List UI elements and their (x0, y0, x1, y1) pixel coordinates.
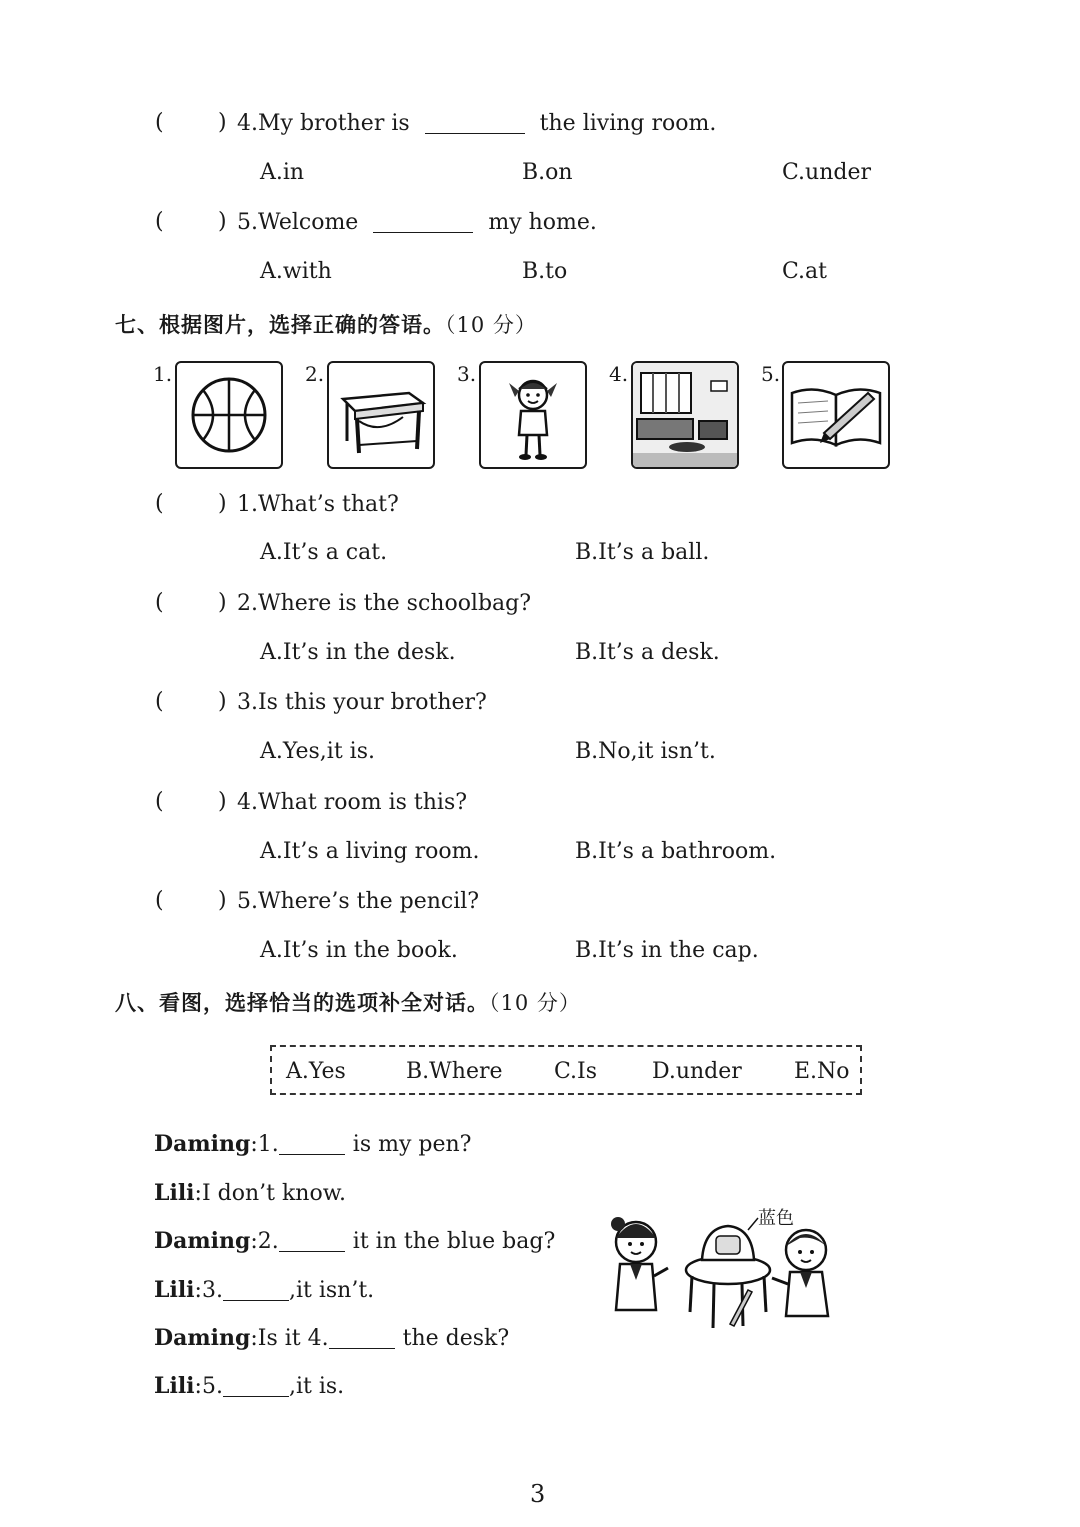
option-a: A.Yes,it is. (260, 739, 375, 764)
dialogue-post: ,it is. (288, 1374, 345, 1399)
dialogue-line-3 (154, 1228, 555, 1254)
question-number: 4. (237, 111, 258, 136)
living-room-icon (633, 363, 737, 467)
question-post: my home. (488, 210, 597, 235)
option-b: B.It’s a desk. (575, 640, 720, 665)
dialogue-pre: 1. (257, 1132, 279, 1157)
picture-number-1: 1. (153, 362, 173, 386)
dialogue-pre: I don’t know. (201, 1181, 346, 1206)
answer-paren-close: ) (218, 491, 227, 516)
section-title: 七、根据图片，选择正确的答语。 (115, 313, 445, 337)
dialogue-line-6 (154, 1373, 344, 1399)
word-bank-option-c: C.Is (554, 1059, 598, 1084)
answer-blank[interactable] (373, 210, 473, 233)
question-text (237, 110, 716, 138)
picture-3 (479, 361, 587, 469)
option-a: A.with (260, 259, 332, 284)
answer-blank[interactable] (223, 1374, 289, 1397)
word-bank-option-e: E.No (794, 1059, 850, 1084)
answer-paren-open: ( (155, 209, 164, 234)
answer-paren-open: ( (155, 789, 164, 814)
desk-icon (329, 363, 433, 467)
speaker-colon: : (250, 1229, 258, 1254)
question-text: 2.Where is the schoolbag? (237, 591, 532, 616)
answer-paren-close: ) (218, 689, 227, 714)
picture-1 (175, 361, 283, 469)
answer-paren-close: ) (218, 110, 227, 135)
option-a: A.It’s in the book. (260, 938, 458, 963)
option-c: C.under (782, 160, 871, 185)
answer-paren-close: ) (218, 789, 227, 814)
answer-blank[interactable] (279, 1132, 345, 1155)
picture-number-3: 3. (457, 362, 477, 386)
answer-paren-open: ( (155, 491, 164, 516)
speaker-name: Daming (154, 1325, 251, 1351)
picture-number-4: 4. (609, 362, 629, 386)
speaker-colon: : (250, 1326, 258, 1351)
answer-paren-open: ( (155, 590, 164, 615)
dialogue-pre: Is it 4. (257, 1326, 329, 1351)
speaker-colon: : (250, 1132, 258, 1157)
answer-paren-open: ( (155, 110, 164, 135)
question-pre: Welcome (258, 210, 359, 235)
answer-blank[interactable] (279, 1229, 345, 1252)
dialogue-illustration (600, 1200, 840, 1340)
dialogue-line-4 (154, 1277, 374, 1303)
option-b: B.to (522, 259, 568, 284)
option-b: B.No,it isn’t. (575, 739, 716, 764)
section-7-heading (115, 309, 537, 339)
question-text (237, 209, 597, 237)
question-post: the living room. (539, 111, 717, 136)
word-bank-option-b: B.Where (406, 1059, 503, 1084)
section-8-heading (115, 987, 581, 1017)
option-b: B.It’s a ball. (575, 540, 710, 565)
word-bank-option-d: D.under (652, 1059, 742, 1084)
answer-paren-open: ( (155, 888, 164, 913)
dialogue-line-1 (154, 1131, 471, 1157)
picture-4 (631, 361, 739, 469)
question-text: 1.What’s that? (237, 492, 399, 517)
option-a: A.It’s a cat. (260, 540, 388, 565)
question-number: 5. (237, 210, 258, 235)
word-bank-option-a: A.Yes (286, 1059, 346, 1084)
section-score: （10 分） (489, 991, 581, 1015)
question-text: 4.What room is this? (237, 790, 468, 815)
answer-blank[interactable] (425, 111, 525, 134)
dialogue-pre: 2. (257, 1229, 279, 1254)
answer-blank[interactable] (329, 1326, 395, 1349)
section-title: 八、看图，选择恰当的选项补全对话。 (115, 991, 489, 1015)
speaker-colon: : (194, 1278, 202, 1303)
dialogue-pre: 5. (201, 1374, 223, 1399)
speaker-colon: : (194, 1181, 202, 1206)
dialogue-post: ,it isn’t. (288, 1278, 375, 1303)
speaker-colon: : (194, 1374, 202, 1399)
blue-label: 蓝色 (758, 1208, 794, 1229)
dialogue-pre: 3. (201, 1278, 223, 1303)
question-text: 3.Is this your brother? (237, 690, 487, 715)
option-a: A.It’s in the desk. (260, 640, 456, 665)
question-text: 5.Where’s the pencil? (237, 889, 480, 914)
basketball-icon (177, 363, 281, 467)
picture-number-2: 2. (305, 362, 325, 386)
option-a: A.It’s a living room. (260, 839, 480, 864)
speaker-name: Daming (154, 1228, 251, 1254)
dialogue-line-5 (154, 1325, 509, 1351)
option-b: B.on (522, 160, 573, 185)
book-pencil-icon (784, 363, 888, 467)
speaker-name: Lili (154, 1180, 195, 1206)
speaker-name: Lili (154, 1373, 195, 1399)
dialogue-post: the desk? (402, 1326, 510, 1351)
girl-icon (481, 363, 585, 467)
speaker-name: Lili (154, 1277, 195, 1303)
section-score: （10 分） (445, 313, 537, 337)
answer-paren-open: ( (155, 689, 164, 714)
picture-2 (327, 361, 435, 469)
speaker-name: Daming (154, 1131, 251, 1157)
dialogue-post: it in the blue bag? (352, 1229, 556, 1254)
page-number: 3 (530, 1480, 546, 1508)
option-b: B.It’s in the cap. (575, 938, 759, 963)
answer-paren-close: ) (218, 590, 227, 615)
picture-number-5: 5. (761, 362, 781, 386)
answer-paren-close: ) (218, 209, 227, 234)
dialogue-line-2 (154, 1180, 346, 1206)
word-bank (270, 1045, 862, 1095)
dialogue-post: is my pen? (352, 1132, 472, 1157)
option-c: C.at (782, 259, 827, 284)
question-pre: My brother is (258, 111, 410, 136)
option-b: B.It’s a bathroom. (575, 839, 777, 864)
picture-5 (782, 361, 890, 469)
answer-paren-close: ) (218, 888, 227, 913)
answer-blank[interactable] (223, 1278, 289, 1301)
children-with-bag-icon (600, 1200, 840, 1340)
option-a: A.in (260, 160, 305, 185)
